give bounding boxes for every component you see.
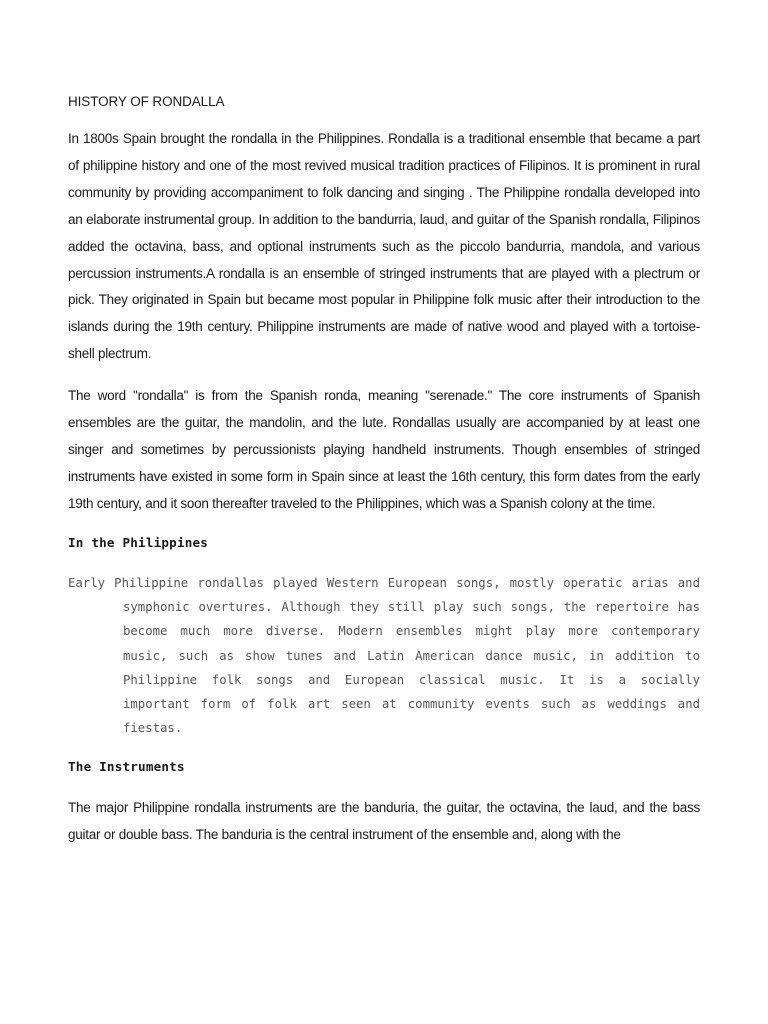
- intro-paragraph: In 1800s Spain brought the rondalla in the Philippines. Rondalla is a traditional ensemble that became a part of philippine history and one of the most revived musical tradition practices of Filipinos. It is prominent in rural community by providing accompaniment to folk dancing and singing . The Philippine rondalla developed into an elaborate instrumental group. In addition to the bandurria, laud, and guitar of the Spanish rondalla, Filipinos added the octavina, bass, and optional instruments such as the piccolo bandurria, mandola, and various percussion instruments.A rondalla is an ensemble of stringed instruments that are played with a plectrum or pick. They originated in Spain but became most popular in Philippine folk music after their introduction to the islands during the 19th century. Philippine instruments are made of native wood and played with a tortoise-shell plectrum.: [68, 131, 700, 362]
- section-heading-instruments: The Instruments: [68, 758, 185, 774]
- instruments-paragraph: The major Philippine rondalla instruments are the banduria, the guitar, the octavina, the laud, and the bass guitar or double bass. The banduria is the central instrument of the ensemble and, along with the: [68, 799, 700, 842]
- document-page: [68, 92, 700, 864]
- etymology-paragraph: The word "rondalla" is from the Spanish ronda, meaning "serenade." The core instruments of Spanish ensembles are the guitar, the mandolin, and the lute. Rondallas usually are accompanied by at least one singer and sometimes by percussionists playing handheld instruments. Though ensembles of stringed instruments have existed in some form in Spain since at least the 16th century, this form dates from the early 19th century, and it soon thereafter traveled to the Philippines, which was a Spanish colony at the time.: [68, 388, 700, 511]
- philippines-paragraph: Early Philippine rondallas played Western European songs, mostly operatic arias and symphonic overtures. Although they still play such songs, the repertoire has become much more diverse. Modern ensembles might play more contemporary music, such as show tunes and Latin American dance music, in addition to Philippine folk songs and European classical music. It is a socially important form of folk art seen at community events such as weddings and fiestas.: [68, 575, 700, 736]
- document-title: HISTORY OF RONDALLA: [68, 94, 225, 109]
- section-heading-philippines: In the Philippines: [68, 534, 209, 550]
